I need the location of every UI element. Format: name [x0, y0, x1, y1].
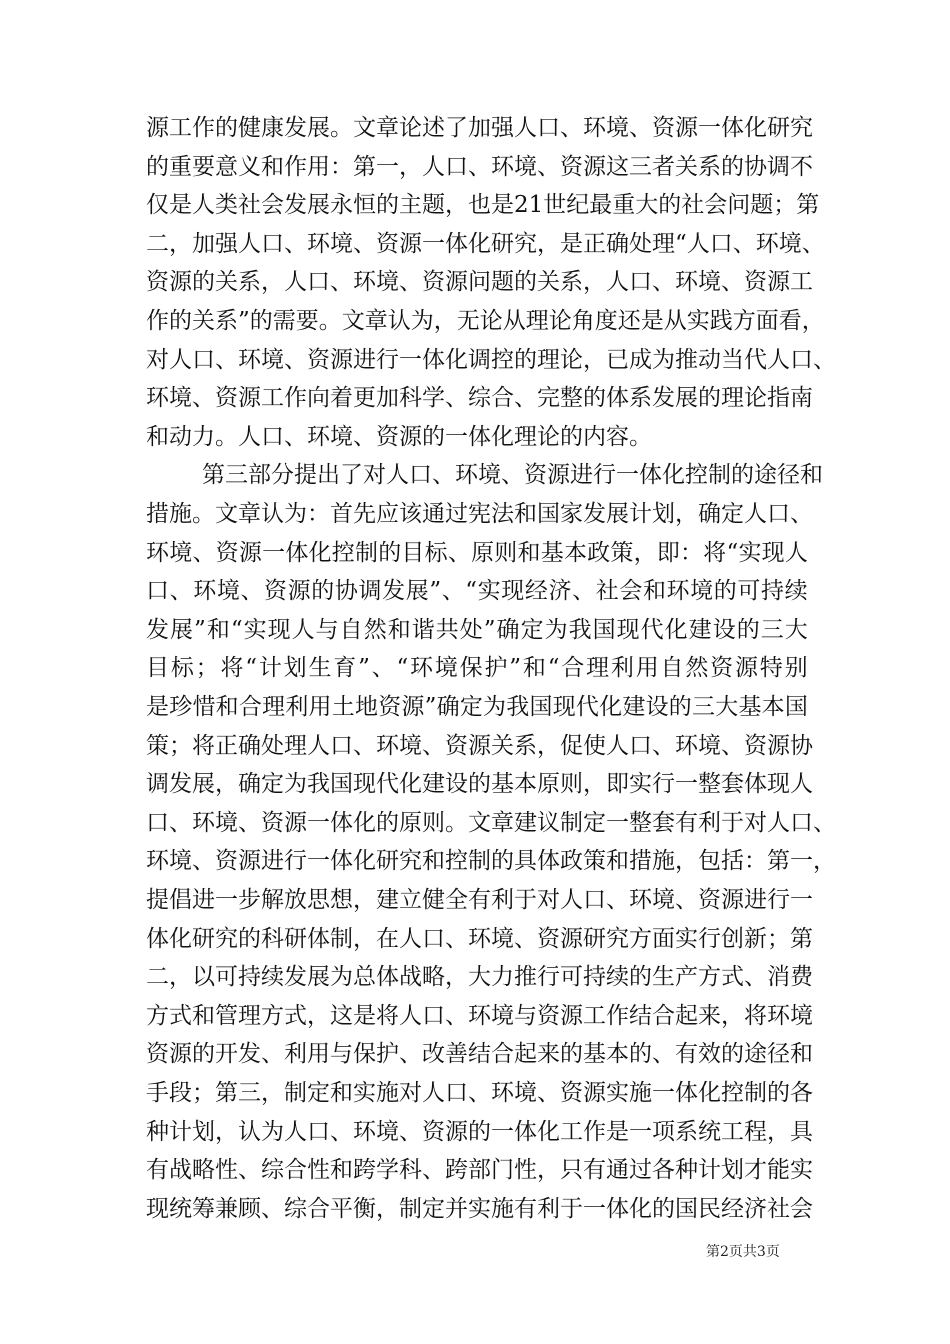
- text-line: 种 计 划 ， 认 为 人 口 、 环 境 、 资 源 的 一 体 化 工 作 是 一 项 系 统 工 程 ， 具: [146, 1118, 813, 1145]
- text-line: 的 重 要 意 义 和 作 用 ： 第 一 ， 人 口 、 环 境 、 资 源 这 三 者 关 系 的 协 调 不: [146, 153, 813, 180]
- text-line: 是 珍 惜 和 合 理 利 用 土 地 资 源 ” 确 定 为 我 国 现 代 化 建 设 的 三 大 基 本 国: [146, 694, 808, 720]
- text-line: 环 境 、 资 源 一 体 化 控 制 的 目 标 、 原 则 和 基 本 政 策 ， 即 ： 将 “ 实 现 人: [146, 539, 808, 566]
- text-line: 方 式 和 管 理 方 式 ， 这 是 将 人 口 、 环 境 与 资 源 工 作 结 合 起 来 ， 将 环 境: [146, 1002, 813, 1029]
- text-line: 和动力。人口、环境、资源的一体化理论的内容。: [146, 423, 652, 450]
- text-line: 口 、 环 境 、 资 源 的 协 调 发 展 ” 、 “ 实 现 经 济 、 社 会 和 环 境 的 可 持 续: [146, 578, 808, 605]
- text-line: 现统筹兼顾、综合平衡，制定并实施有利于一体化的国民经济社会: [146, 1195, 813, 1222]
- text-line: 发 展 ” 和 “ 实 现 人 与 自 然 和 谐 共 处 ” 确 定 为 我 国 现 代 化 建 设 的 三 大: [146, 616, 808, 643]
- text-line: 有 战 略 性 、 综 合 性 和 跨 学 科 、 跨 部 门 性 ， 只 有 通 过 各 种 计 划 才 能 实: [146, 1157, 813, 1184]
- text-line: 策 ； 将 正 确 处 理 人 口 、 环 境 、 资 源 关 系 ， 促 使 人 口 、 环 境 、 资 源 协: [146, 732, 813, 759]
- text-line: 资 源 的 开 发 、 利 用 与 保 护 、 改 善 结 合 起 来 的 基 本 的 、 有 效 的 途 径 和: [146, 1041, 813, 1068]
- text-line: 手 段 ； 第 三 ， 制 定 和 实 施 对 人 口 、 环 境 、 资 源 实 施 一 体 化 控 制 的 各: [146, 1080, 813, 1106]
- text-line: 作 的 关 系 ” 的 需 要 。 文 章 认 为 ， 无 论 从 理 论 角 度 还 是 从 实 践 方 面 看 ，: [146, 308, 825, 334]
- text-line: 二 ， 以 可 持 续 发 展 为 总 体 战 略 ， 大 力 推 行 可 持 续 的 生 产 方 式 、 消 费: [146, 964, 813, 991]
- text-line: 环 境 、 资 源 进 行 一 体 化 研 究 和 控 制 的 具 体 政 策 和 措 施 ， 包 括 ： 第 一 ，: [146, 848, 836, 875]
- text-line: 资 源 的 关 系 ， 人 口 、 环 境 、 资 源 问 题 的 关 系 ， 人 口 、 环 境 、 资 源 工: [146, 269, 813, 296]
- text-line: 二 ， 加 强 人 口 、 环 境 、 资 源 一 体 化 研 究 ， 是 正 确 处 理 “ 人 口 、 环 境 、: [146, 230, 825, 257]
- text-line: 第 三 部 分 提 出 了 对 人 口 、 环 境 、 资 源 进 行 一 体 化 控 制 的 途 径 和: [202, 462, 823, 489]
- text-line: 口 、 环 境 、 资 源 一 体 化 的 原 则 。 文 章 建 议 制 定 一 整 套 有 利 于 对 人 口 、: [146, 809, 836, 836]
- text-line: 提 倡 进 一 步 解 放 思 想 ， 建 立 健 全 有 利 于 对 人 口 、 环 境 、 资 源 进 行 一: [146, 887, 813, 913]
- text-line: 体 化 研 究 的 科 研 体 制 ， 在 人 口 、 环 境 、 资 源 研 究 方 面 实 行 创 新 ； 第: [146, 925, 813, 952]
- text-line: 调 发 展 ， 确 定 为 我 国 现 代 化 建 设 的 基 本 原 则 ， 即 实 行 一 整 套 体 现 人: [146, 771, 813, 798]
- text-line: 仅 是 人 类 社 会 发 展 永 恒 的 主 题 ， 也 是 2 1 世 纪 最 重 大 的 社 会 问 题 ； 第: [146, 192, 820, 219]
- page-number-footer: 第2页共3页: [706, 1244, 780, 1260]
- text-line: 目 标 ； 将 “ 计 划 生 育 ” 、 “ 环 境 保 护 ” 和 “ 合 理 利 用 自 然 资 源 特 别: [146, 655, 808, 682]
- text-line: 对 人 口 、 环 境 、 资 源 进 行 一 体 化 调 控 的 理 论 ， 已 成 为 推 动 当 代 人 口 、: [146, 346, 836, 373]
- text-line: 源 工 作 的 健 康 发 展 。 文 章 论 述 了 加 强 人 口 、 环 境 、 资 源 一 体 化 研 究: [146, 115, 813, 141]
- text-line: 环 境 、 资 源 工 作 向 着 更 加 科 学 、 综 合 、 完 整 的 体 系 发 展 的 理 论 指 南: [146, 385, 813, 412]
- text-line: 措 施 。 文 章 认 为 ： 首 先 应 该 通 过 宪 法 和 国 家 发 展 计 划 ， 确 定 人 口 、: [146, 501, 813, 527]
